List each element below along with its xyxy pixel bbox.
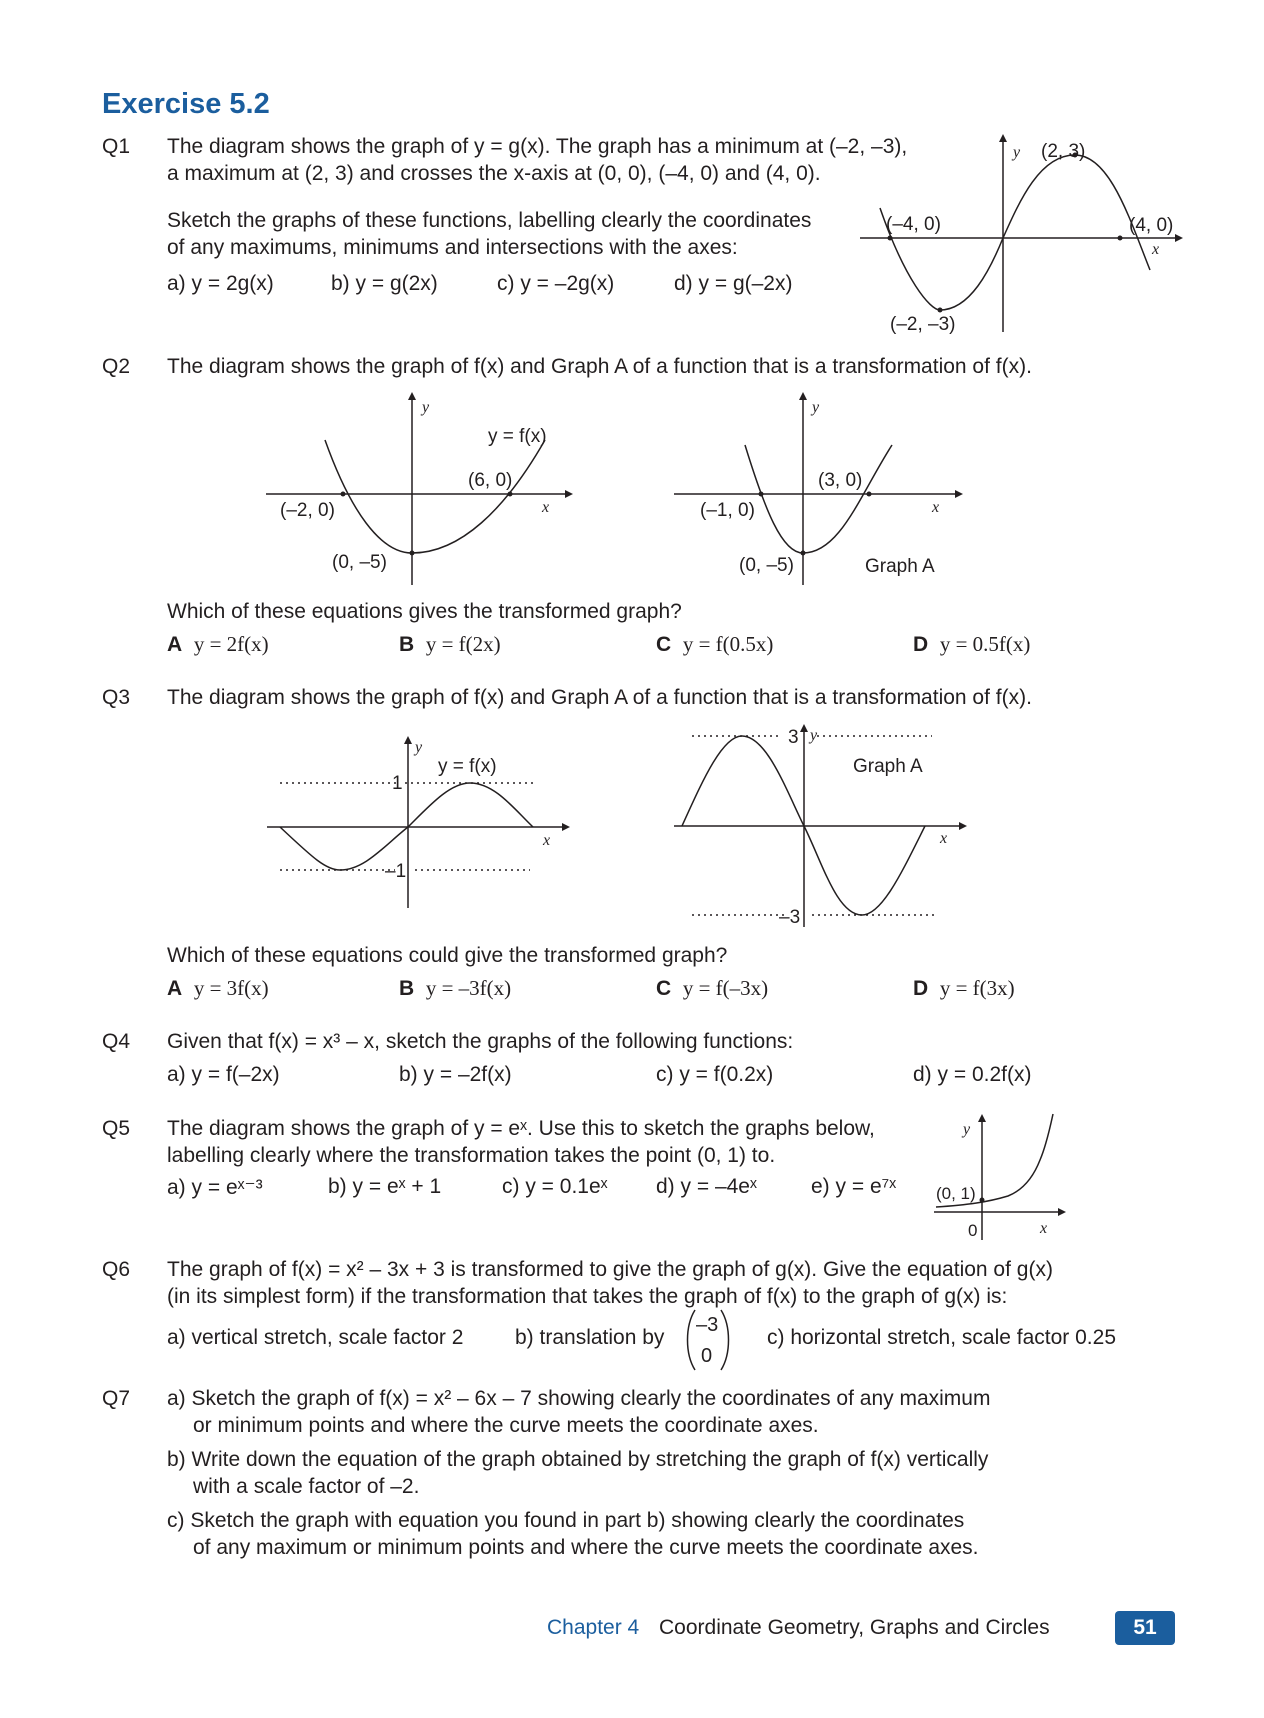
q1-line4: of any maximums, minimums and intersections with the axes: xyxy=(167,236,738,259)
q3g2-name: Graph A xyxy=(853,756,923,777)
q3-choice-d-text: y = f(3x) xyxy=(939,976,1015,1000)
q2g1-intercept-point xyxy=(410,551,415,556)
q3-choice-c-text: y = f(–3x) xyxy=(682,976,769,1000)
q1-right-label: (4, 0) xyxy=(1129,215,1174,236)
q2-line1: The diagram shows the graph of f(x) and Graph A of a function that is a transformation of f(x). xyxy=(167,355,1032,378)
q6-vector-bottom: 0 xyxy=(701,1345,713,1367)
q3-choice-b-letter: B xyxy=(399,977,415,1000)
q3-choice-b xyxy=(399,976,511,1001)
q2-choice-b-text: y = f(2x) xyxy=(425,632,501,656)
q6-vector-left-paren xyxy=(688,1310,696,1370)
q5-option-e: e) y = e⁷ˣ xyxy=(811,1175,897,1198)
q1-point-right xyxy=(1118,236,1123,241)
q3g2-y-label: y xyxy=(810,727,818,744)
q2-choice-d-letter: D xyxy=(913,633,929,656)
exercise-title: Exercise 5.2 xyxy=(102,88,270,120)
q2g2-right-point xyxy=(867,492,872,497)
q3g2-x-arrow xyxy=(959,822,967,830)
q2g1-y-label: y xyxy=(422,399,430,416)
q3g1-curve-label: y = f(x) xyxy=(438,756,497,777)
q1-y-arrow xyxy=(999,134,1007,142)
q2g1-intercept-label: (0, –5) xyxy=(332,552,387,573)
q2-question: Which of these equations gives the transformed graph? xyxy=(167,600,682,623)
q4-option-d: d) y = 0.2f(x) xyxy=(913,1063,1032,1086)
q2g2-x-arrow xyxy=(955,490,963,498)
q6-option-a: a) vertical stretch, scale factor 2 xyxy=(167,1326,464,1349)
q5-x-label: x xyxy=(1040,1220,1048,1237)
q5-option-c: c) y = 0.1eˣ xyxy=(502,1175,608,1198)
q1-min-label: (–2, –3) xyxy=(890,314,956,335)
q5-y-label: y xyxy=(963,1121,971,1138)
q2g2-intercept-label: (0, –5) xyxy=(739,555,794,576)
q3-choice-c xyxy=(656,976,768,1001)
q6-vector-right-paren xyxy=(721,1310,729,1370)
q7-b-line1: b) Write down the equation of the graph obtained by stretching the graph of f(x) vertically xyxy=(167,1448,989,1471)
q2g2-left-point xyxy=(759,492,764,497)
q4-option-c: c) y = f(0.2x) xyxy=(656,1063,774,1086)
q4-line1: Given that f(x) = x³ – x, sketch the graphs of the following functions: xyxy=(167,1030,794,1053)
q3-choice-d-letter: D xyxy=(913,977,929,1000)
q3g1-top-label: 1 xyxy=(392,773,403,794)
q1-option-b: b) y = g(2x) xyxy=(331,272,438,295)
q2g2-y-label: y xyxy=(812,399,820,416)
q1-x-arrow xyxy=(1175,234,1183,242)
q6-option-c: c) horizontal stretch, scale factor 0.25 xyxy=(767,1326,1116,1349)
q5-y-arrow xyxy=(978,1114,986,1122)
q2g1-curve-label: y = f(x) xyxy=(488,426,547,447)
q2-choice-c-text: y = f(0.5x) xyxy=(682,632,774,656)
q7-a-line1: a) Sketch the graph of f(x) = x² – 6x – 7 showing clearly the coordinates of any maximum xyxy=(167,1387,991,1410)
q7-a-line2: or minimum points and where the curve meets the coordinate axes. xyxy=(193,1414,819,1437)
q3g1-x-arrow xyxy=(562,823,570,831)
q2-number: Q2 xyxy=(102,355,131,378)
q2g1-curve xyxy=(325,440,545,553)
q5-line2: labelling clearly where the transformation takes the point (0, 1) to. xyxy=(167,1144,776,1167)
q2g1-left-label: (–2, 0) xyxy=(280,500,335,521)
q4-option-b: b) y = –2f(x) xyxy=(399,1063,512,1086)
q6-vector xyxy=(683,1306,733,1374)
q5-option-a: a) y = eˣ⁻³ xyxy=(167,1176,263,1199)
q2g2-intercept-point xyxy=(801,551,806,556)
q1-line3: Sketch the graphs of these functions, labelling clearly the coordinates xyxy=(167,209,812,232)
q1-point-left xyxy=(888,236,893,241)
q2-choice-a xyxy=(167,632,269,657)
q3g1-x-label: x xyxy=(543,832,551,849)
q3g2-y-arrow xyxy=(800,724,808,732)
q1-left-label: (–4, 0) xyxy=(886,214,941,235)
q3-choice-c-letter: C xyxy=(656,977,672,1000)
q6-line2: (in its simplest form) if the transformation that takes the graph of f(x) to the graph of g(x) is: xyxy=(167,1285,1008,1308)
page-number: 51 xyxy=(1115,1611,1175,1645)
q3-graph2 xyxy=(672,722,982,932)
q1-point-min xyxy=(938,308,943,313)
q6-number: Q6 xyxy=(102,1258,131,1281)
q1-max-label: (2, 3) xyxy=(1041,141,1086,162)
q3-choice-d xyxy=(913,976,1015,1001)
q3-graph1 xyxy=(265,730,585,910)
q2g1-x-label: x xyxy=(542,499,550,516)
q7-number: Q7 xyxy=(102,1387,131,1410)
q7-c-line2: of any maximum or minimum points and where the curve meets the coordinate axes. xyxy=(193,1536,979,1559)
q2g1-x-arrow xyxy=(565,490,573,498)
q3-line1: The diagram shows the graph of f(x) and Graph A of a function that is a transformation of f(x). xyxy=(167,686,1032,709)
q2-choice-d xyxy=(913,632,1030,657)
q5-option-b: b) y = eˣ + 1 xyxy=(328,1175,442,1198)
q3-number: Q3 xyxy=(102,686,131,709)
q3-choice-a-letter: A xyxy=(167,977,183,1000)
q1-line2: a maximum at (2, 3) and crosses the x-axis at (0, 0), (–4, 0) and (4, 0). xyxy=(167,162,821,185)
q3g2-bottom-label: –3 xyxy=(779,907,801,928)
q7-c-line1: c) Sketch the graph with equation you found in part b) showing clearly the coordinates xyxy=(167,1509,965,1532)
q2g2-right-label: (3, 0) xyxy=(818,470,863,491)
q2g1-left-point xyxy=(341,492,346,497)
q6-vector-top: –3 xyxy=(696,1314,719,1336)
q3-choice-a-text: y = 3f(x) xyxy=(193,976,269,1000)
q2-graph1 xyxy=(260,390,590,590)
q3g2-x-label: x xyxy=(940,830,948,847)
q3-question: Which of these equations could give the transformed graph? xyxy=(167,944,728,967)
q2-choice-b xyxy=(399,632,501,657)
q2-choice-b-letter: B xyxy=(399,633,415,656)
q7-b-line2: with a scale factor of –2. xyxy=(193,1475,420,1498)
q1-graph xyxy=(850,130,1190,340)
q6-line1: The graph of f(x) = x² – 3x + 3 is transformed to give the graph of g(x). Give the equation of g(x) xyxy=(167,1258,1053,1281)
q1-y-label: y xyxy=(1013,144,1021,161)
q5-option-d: d) y = –4eˣ xyxy=(656,1175,757,1198)
q3g1-y-arrow xyxy=(404,736,412,744)
footer-chapter: Chapter 4 xyxy=(547,1616,640,1639)
q1-option-d: d) y = g(–2x) xyxy=(674,272,793,295)
q2g2-name: Graph A xyxy=(865,556,935,577)
q3-choice-a xyxy=(167,976,269,1001)
q3g1-bottom-label: –1 xyxy=(385,861,407,882)
q5-x-arrow xyxy=(1058,1208,1066,1216)
q4-number: Q4 xyxy=(102,1030,131,1053)
q2g1-right-point xyxy=(508,492,513,497)
q2-choice-c-letter: C xyxy=(656,633,672,656)
q2g1-y-arrow xyxy=(408,392,416,400)
q2-choice-d-text: y = 0.5f(x) xyxy=(939,632,1031,656)
q2g2-curve xyxy=(745,445,892,553)
q2g2-y-arrow xyxy=(799,392,807,400)
q5-point-label: (0, 1) xyxy=(936,1184,976,1203)
q2-choice-a-text: y = 2f(x) xyxy=(193,632,269,656)
q1-option-a: a) y = 2g(x) xyxy=(167,272,274,295)
q2g1-right-label: (6, 0) xyxy=(468,470,513,491)
footer-title: Coordinate Geometry, Graphs and Circles xyxy=(659,1616,1050,1639)
q6-option-b: b) translation by xyxy=(515,1326,665,1349)
q3g2-top-label: 3 xyxy=(788,727,799,748)
q4-option-a: a) y = f(–2x) xyxy=(167,1063,280,1086)
q2-choice-a-letter: A xyxy=(167,633,183,656)
q5-number: Q5 xyxy=(102,1117,131,1140)
q2-choice-c xyxy=(656,632,773,657)
q5-point xyxy=(980,1198,985,1203)
q2-graph2 xyxy=(670,390,980,590)
q1-x-label: x xyxy=(1152,241,1160,258)
q5-graph xyxy=(928,1108,1078,1243)
q5-origin-label: 0 xyxy=(968,1221,978,1240)
q3-choice-b-text: y = –3f(x) xyxy=(425,976,512,1000)
q5-line1: The diagram shows the graph of y = eˣ. Use this to sketch the graphs below, xyxy=(167,1117,875,1140)
q1-option-c: c) y = –2g(x) xyxy=(497,272,615,295)
q3g1-y-label: y xyxy=(415,739,423,756)
q2g2-x-label: x xyxy=(932,499,940,516)
q1-line1: The diagram shows the graph of y = g(x). The graph has a minimum at (–2, –3), xyxy=(167,135,908,158)
q1-number: Q1 xyxy=(102,135,131,158)
q2g2-left-label: (–1, 0) xyxy=(700,500,755,521)
